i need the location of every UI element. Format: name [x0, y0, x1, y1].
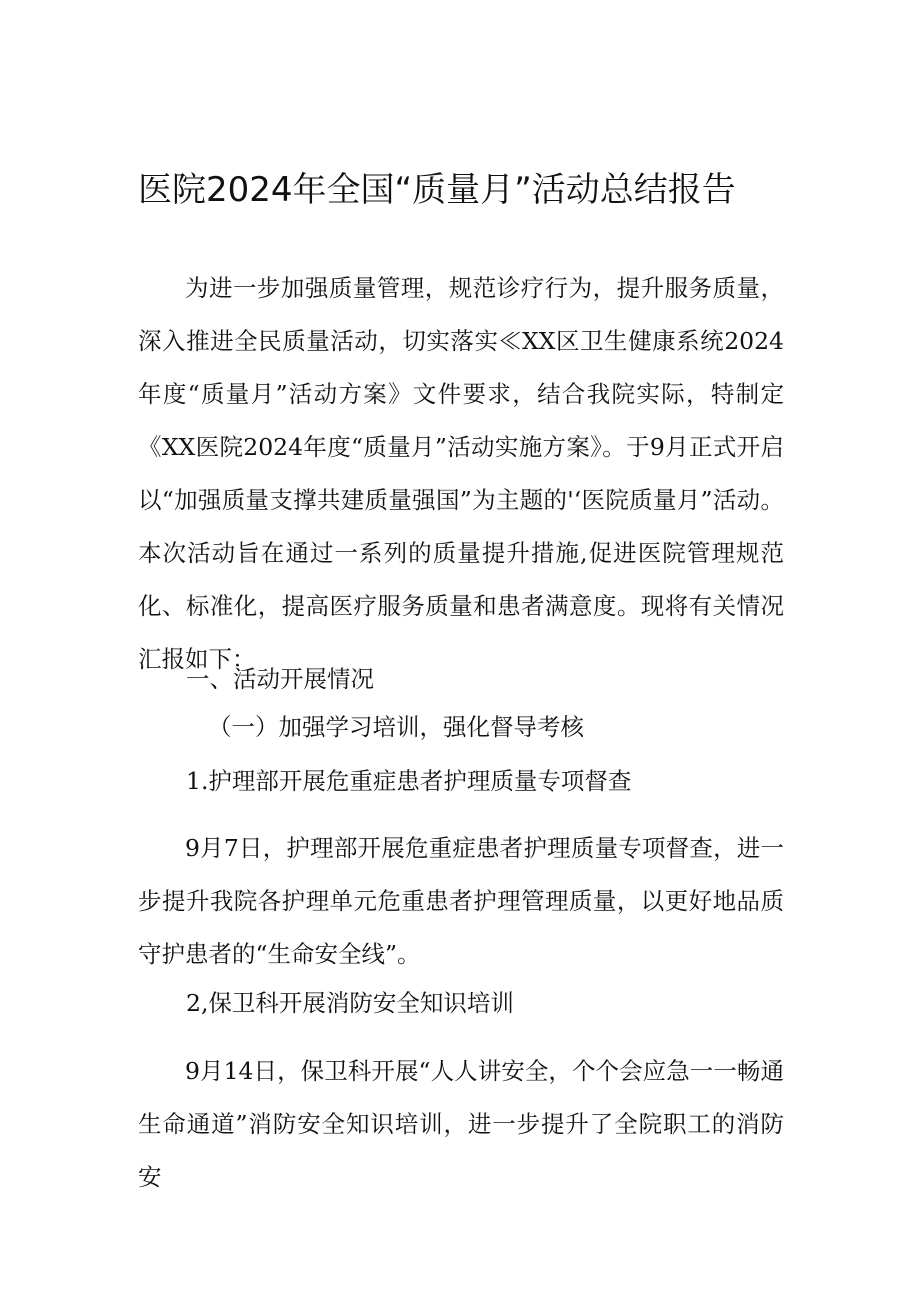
item-body-2: 9月14日，保卫科开展“人人讲安全，个个会应急一一畅通生命通道”消防安全知识培训，进一步提升了全院职工的消防安	[138, 1057, 784, 1191]
subsection-heading-1: （一）加强学习培训，强化督导考核	[208, 713, 584, 741]
document-title: 医院2024年全国“质量月”活动总结报告	[138, 170, 736, 210]
item-heading-2: 2,保卫科开展消防安全知识培训	[186, 989, 514, 1017]
section-heading-1: 一、活动开展情况	[186, 665, 374, 693]
item-body-1: 9月7日，护理部开展危重症患者护理质量专项督查，进一步提升我院各护理单元危重患者护理管理质量，以更好地品质守护患者的“生命安全线”。	[138, 834, 784, 968]
item-heading-1: 1.护理部开展危重症患者护理质量专项督查	[186, 767, 632, 795]
intro-paragraph: 为进一步加强质量管理，规范诊疗行为，提升服务质量，深入推进全民质量活动，切实落实≪XX区卫生健康系统2024年度“质量月”活动方案》文件要求，结合我院实际，特制定《XX医院2024年度“质量月”活动实施方案》。于9月正式开启以“加强质量支撑共建质量强国”为主题的'‘医院质量月”活动。本次活动旨在通过一系列的质量提升措施,促进医院管理规范化、标准化，提高医疗服务质量和患者满意度。现将有关情况汇报如下：	[138, 274, 784, 673]
